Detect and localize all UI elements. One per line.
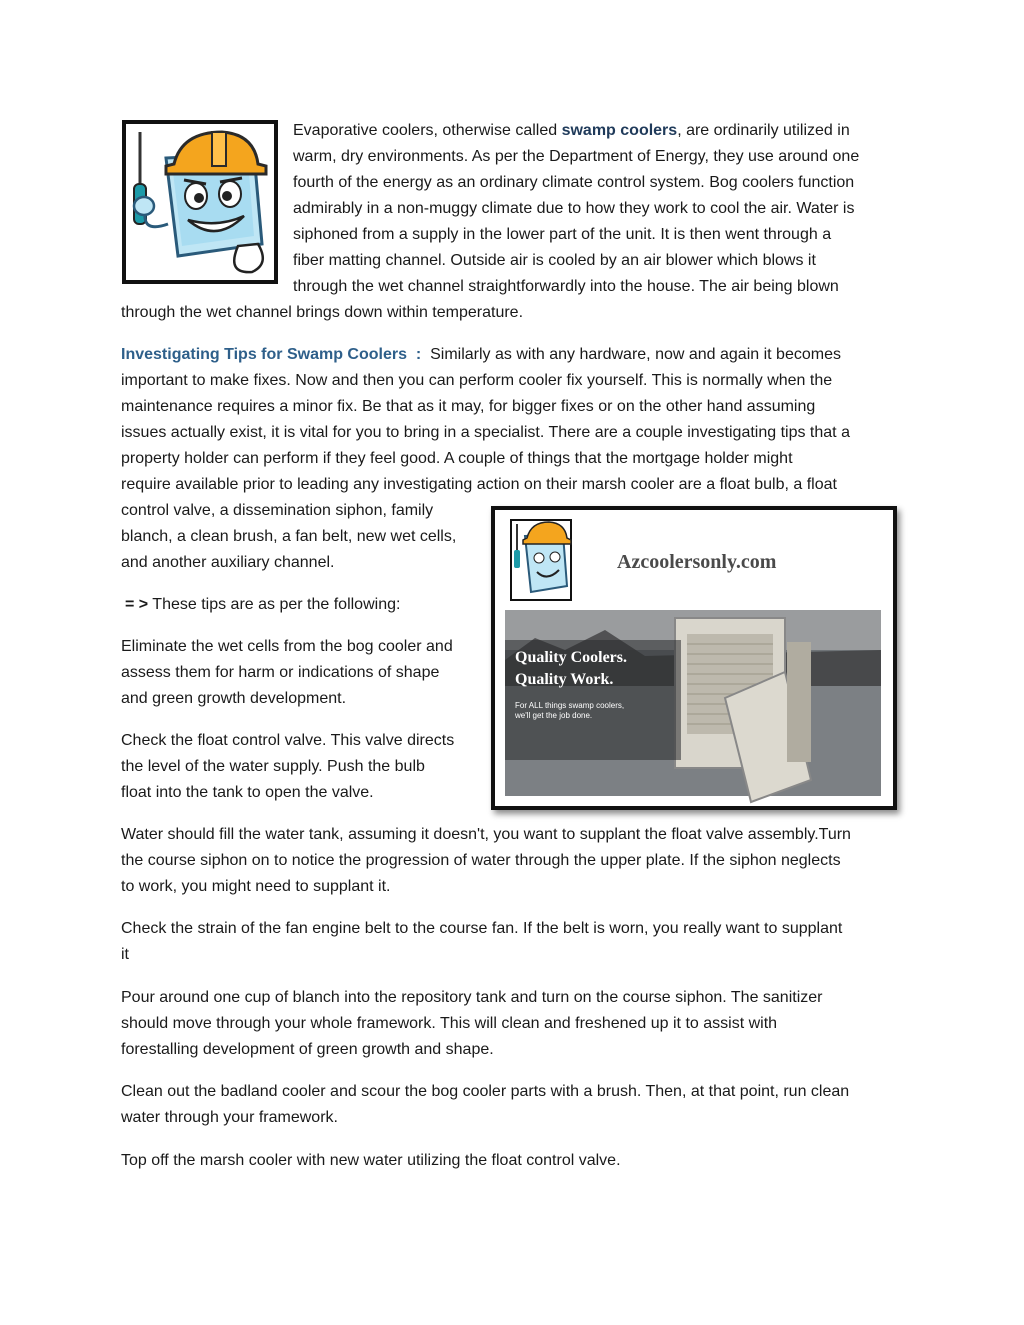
ad-headline-2: Quality Work. [515, 671, 614, 688]
tips-line-8: blanch, a clean brush, a fan belt, new wet cells, [121, 528, 457, 545]
mascot-ice-cube-icon [126, 124, 274, 280]
intro-line-2: warm, dry environments. As per the Department of Energy, they use around one [293, 148, 860, 165]
tips-heading: Investigating Tips for Swamp Coolers [121, 346, 407, 363]
intro-line-6: fiber matting channel. Outside air is cooled by an air blower which blows it [293, 252, 816, 269]
tips-line-6: require available prior to leading any investigating action on their marsh cooler are a float bulb, a float [121, 476, 837, 493]
intro-line-1: Evaporative coolers, otherwise called swamp coolers, are ordinarily utilized in [293, 122, 850, 139]
para4-line-1: Check the strain of the fan engine belt to the course fan. If the belt is worn, you really want to supplant [121, 920, 843, 937]
para6-line-1: Clean out the badland cooler and scour the bog cooler parts with a brush. Then, at that point, run clean [121, 1083, 850, 1100]
intro-line-7: through the wet channel straightforwardly into the house. The air being blown [293, 278, 839, 295]
para6-line-2: water through your framework. [121, 1109, 338, 1126]
para2-line-2: the level of the water supply. Push the bulb [121, 758, 425, 775]
para1-line-2: assess them for harm or indications of shape [121, 664, 440, 681]
tips-line-7: control valve, a dissemination siphon, family [121, 502, 434, 519]
mascot-logo [122, 120, 278, 284]
ad-sub-2: we'll get the job done. [515, 711, 593, 720]
intro-line-5: siphoned from a supply in the lower part of the unit. It is then went through a [293, 226, 832, 243]
para2-line-3: float into the tank to open the valve. [121, 784, 374, 801]
ad-sub-1: For ALL things swamp coolers, [515, 701, 625, 710]
tips-line-5: property holder can perform if they feel good. A couple of things that the mortgage holder might [121, 450, 793, 467]
tips-line-1: Investigating Tips for Swamp Coolers : Similarly as with any hardware, now and again it becomes [121, 346, 841, 363]
tips-line-2: important to make fixes. Now and then you can perform cooler fix yourself. This is normally when the [121, 372, 833, 389]
ad-headline-1: Quality Coolers. [515, 649, 627, 666]
para1-line-1: Eliminate the wet cells from the bog cooler and [121, 638, 453, 655]
azcoolersonly-ad-image [491, 506, 897, 810]
intro-line-3: fourth of the energy as an ordinary climate control system. Bog coolers function [293, 174, 855, 191]
para2-line-1: Check the float control valve. This valve directs [121, 732, 455, 749]
tips-line-4: issues actually exist, it is vital for you to bring in a specialist. There are a couple investigating tips that a [121, 424, 850, 441]
para3-line-2: the course siphon on to notice the progression of water through the upper plate. If the siphon neglects [121, 852, 841, 869]
tips-line-3: maintenance requires a minor fix. Be that as it may, for bigger fixes or on the other hand assuming [121, 398, 816, 415]
intro-line-8: through the wet channel brings down within temperature. [121, 304, 524, 321]
ad-graphic [495, 510, 893, 806]
para4-line-2: it [121, 946, 129, 963]
swamp-coolers-link[interactable]: swamp coolers [561, 122, 678, 139]
para5-line-3: forestalling development of green growth and shape. [121, 1041, 494, 1058]
para3-line-1: Water should fill the water tank, assuming it doesn't, you want to supplant the float valve assembly.Turn [121, 826, 851, 843]
para3-line-3: to work, you might need to supplant it. [121, 878, 391, 895]
para7-line-1: Top off the marsh cooler with new water utilizing the float control valve. [121, 1152, 621, 1169]
para1-line-3: and green growth development. [121, 690, 347, 707]
tips-line-9: and another auxiliary channel. [121, 554, 335, 571]
arrow-symbol: = > [125, 596, 149, 613]
small-mascot-icon [511, 520, 571, 600]
tips-intro-line: = > These tips are as per the following: [125, 596, 401, 613]
para5-line-1: Pour around one cup of blanch into the repository tank and turn on the course siphon. The sanitizer [121, 989, 823, 1006]
para5-line-2: should move through your whole framework. This will clean and freshened up it to assist with [121, 1015, 778, 1032]
intro-line-4: admirably in a non-muggy climate due to how they work to cool the air. Water is [293, 200, 855, 217]
ad-site-name: Azcoolersonly.com [617, 551, 777, 573]
